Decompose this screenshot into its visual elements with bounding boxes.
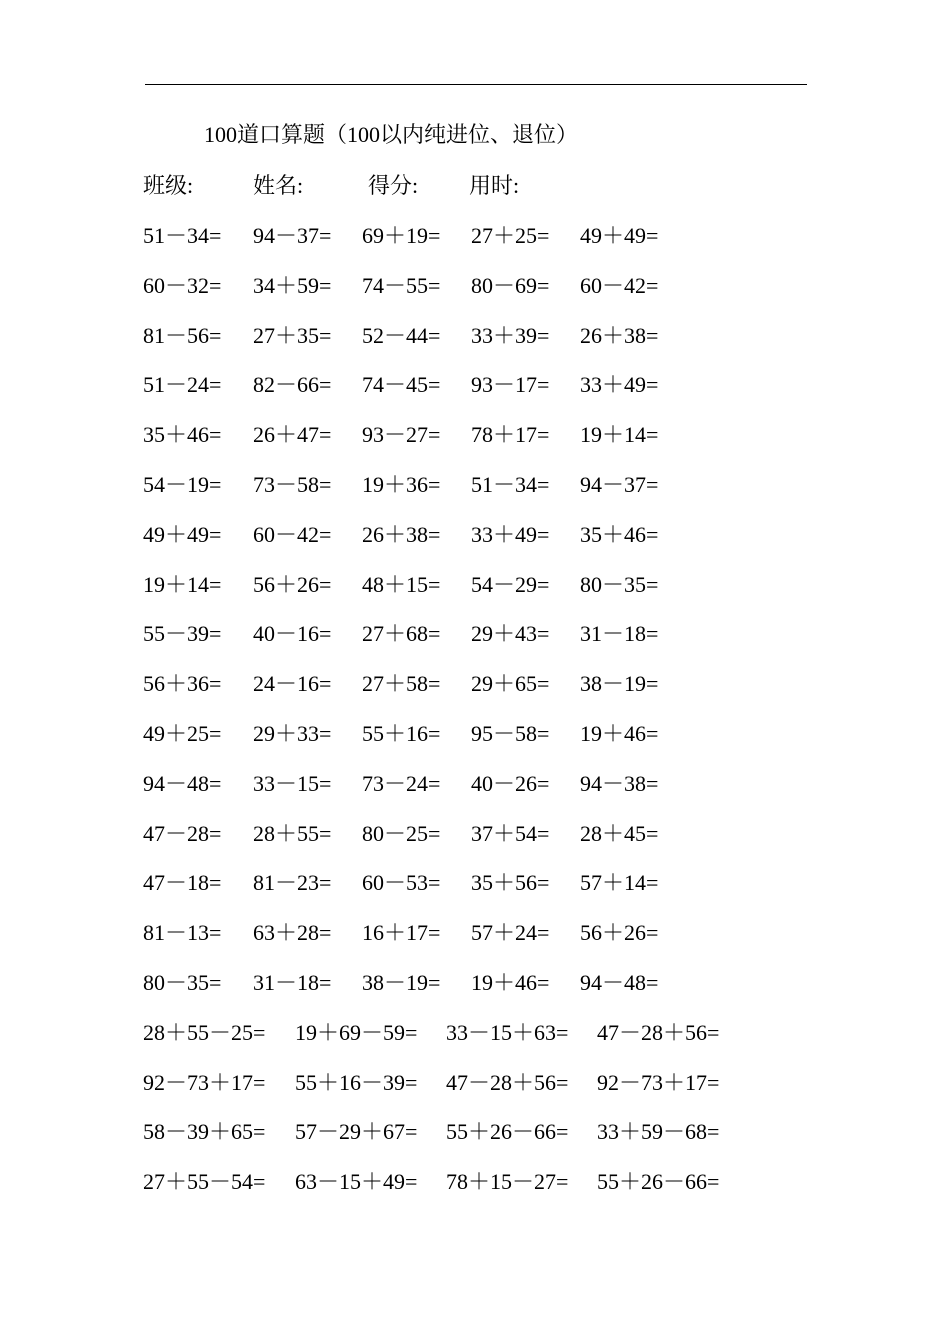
problem-item: 73－24= (362, 770, 441, 796)
problem-item: 33－15＋63= (446, 1019, 569, 1045)
problem-item: 58－39＋65= (143, 1119, 266, 1145)
problem-item: 57－29＋67= (295, 1119, 418, 1145)
problem-item: 80－35= (143, 969, 222, 995)
problem-item: 82－66= (253, 372, 332, 398)
problem-item: 48＋15= (362, 571, 441, 597)
problem-item: 33＋39= (471, 322, 550, 348)
problem-item: 38－19= (362, 969, 441, 995)
problem-item: 31－18= (253, 969, 332, 995)
problem-item: 16＋17= (362, 920, 441, 946)
problem-item: 37＋54= (471, 820, 550, 846)
problem-item: 78＋17= (471, 422, 550, 448)
problem-item: 93－17= (471, 372, 550, 398)
problem-item: 27＋25= (471, 223, 550, 248)
problem-item: 57＋24= (471, 920, 550, 946)
problem-item: 60－42= (580, 272, 659, 298)
problem-item: 47－28= (143, 820, 222, 846)
problem-item: 49＋25= (143, 720, 222, 746)
problem-item: 31－18= (580, 621, 659, 647)
problem-item: 55＋16－39= (295, 1069, 418, 1095)
problem-item: 55＋16= (362, 720, 441, 746)
problem-item: 28＋55= (253, 820, 332, 846)
problem-item: 95－58= (471, 720, 550, 746)
score-label: 得分: (368, 173, 419, 198)
problem-item: 55＋26－66= (446, 1119, 569, 1145)
problem-item: 60－32= (143, 272, 222, 298)
class-label: 班级: (143, 173, 194, 198)
problem-item: 56＋36= (143, 671, 222, 697)
problem-item: 27＋58= (362, 671, 441, 697)
page-title: 100道口算题（100以内纯进位、退位） (204, 122, 579, 147)
problem-item: 29＋43= (471, 621, 550, 647)
problem-item: 94－38= (580, 770, 659, 796)
problem-item: 80－69= (471, 272, 550, 298)
problem-item: 29＋65= (471, 671, 550, 697)
problem-item: 63－15＋49= (295, 1169, 418, 1195)
header-rule (145, 84, 807, 85)
problem-item: 35＋56= (471, 870, 550, 896)
problem-item: 47－28＋56= (597, 1019, 720, 1045)
problem-item: 54－19= (143, 471, 222, 497)
problem-item: 51－34= (471, 471, 550, 497)
problem-item: 49＋49= (580, 223, 659, 248)
problem-item: 40－16= (253, 621, 332, 647)
problem-item: 26＋38= (362, 521, 441, 547)
problem-item: 28＋55－25= (143, 1019, 266, 1045)
problem-item: 26＋38= (580, 322, 659, 348)
problem-item: 57＋14= (580, 870, 659, 896)
problem-item: 55－39= (143, 621, 222, 647)
problem-item: 27＋68= (362, 621, 441, 647)
problem-item: 19＋46= (580, 720, 659, 746)
problem-item: 94－48= (580, 969, 659, 995)
problem-item: 93－27= (362, 422, 441, 448)
problem-item: 47－18= (143, 870, 222, 896)
problem-item: 26＋47= (253, 422, 332, 448)
problem-item: 73－58= (253, 471, 332, 497)
problem-item: 19＋69－59= (295, 1019, 418, 1045)
problem-item: 29＋33= (253, 720, 332, 746)
problem-item: 94－37= (580, 471, 659, 497)
problem-item: 81－56= (143, 322, 222, 348)
problem-item: 92－73＋17= (143, 1069, 266, 1095)
problem-item: 55＋26－66= (597, 1169, 720, 1195)
problem-item: 35＋46= (580, 521, 659, 547)
problem-item: 54－29= (471, 571, 550, 597)
problem-item: 19＋14= (143, 571, 222, 597)
problem-item: 19＋36= (362, 471, 441, 497)
problem-item: 24－16= (253, 671, 332, 697)
problem-item: 78＋15－27= (446, 1169, 569, 1195)
problem-item: 38－19= (580, 671, 659, 697)
problem-item: 81－13= (143, 920, 222, 946)
problem-item: 35＋46= (143, 422, 222, 448)
problem-item: 74－45= (362, 372, 441, 398)
problem-item: 49＋49= (143, 521, 222, 547)
problem-item: 33－15= (253, 770, 332, 796)
problem-item: 56＋26= (580, 920, 659, 946)
problem-item: 94－37= (253, 223, 332, 248)
problem-item: 80－25= (362, 820, 441, 846)
problem-item: 52－44= (362, 322, 441, 348)
problem-item: 60－53= (362, 870, 441, 896)
problem-item: 27＋35= (253, 322, 332, 348)
problem-item: 27＋55－54= (143, 1169, 266, 1195)
problem-item: 60－42= (253, 521, 332, 547)
problem-item: 19＋46= (471, 969, 550, 995)
time-label: 用时: (469, 173, 520, 198)
problem-item: 74－55= (362, 272, 441, 298)
problem-item: 34＋59= (253, 272, 332, 298)
problem-item: 33＋59－68= (597, 1119, 720, 1145)
problem-item: 80－35= (580, 571, 659, 597)
problem-item: 19＋14= (580, 422, 659, 448)
problem-item: 33＋49= (471, 521, 550, 547)
problem-item: 94－48= (143, 770, 222, 796)
problem-item: 69＋19= (362, 223, 441, 248)
problem-item: 81－23= (253, 870, 332, 896)
problem-item: 92－73＋17= (597, 1069, 720, 1095)
problem-item: 40－26= (471, 770, 550, 796)
problem-item: 56＋26= (253, 571, 332, 597)
name-label: 姓名: (253, 173, 304, 198)
problem-item: 28＋45= (580, 820, 659, 846)
problem-item: 33＋49= (580, 372, 659, 398)
problem-item: 63＋28= (253, 920, 332, 946)
problem-item: 51－24= (143, 372, 222, 398)
problem-item: 51－34= (143, 223, 222, 248)
problem-item: 47－28＋56= (446, 1069, 569, 1095)
